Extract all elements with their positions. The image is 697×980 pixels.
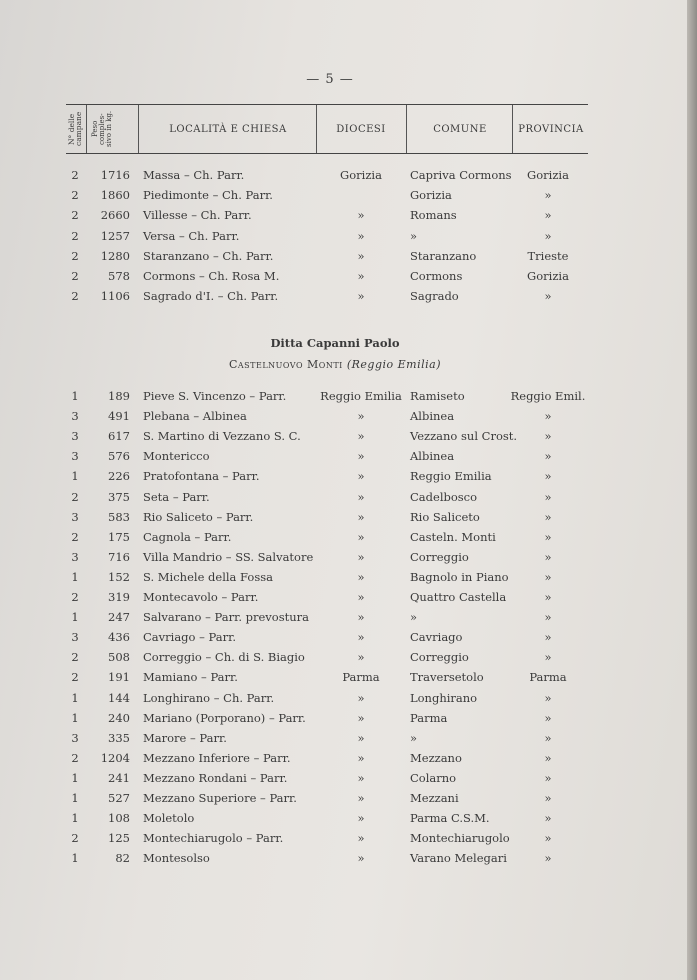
cell-localita: Piedimonte – Ch. Parr. <box>143 188 273 203</box>
cell-provincia: » <box>544 710 552 725</box>
cell-localita: Montericco <box>143 449 210 464</box>
table-row <box>0 185 697 205</box>
cell-provincia: » <box>544 791 552 805</box>
cell-comune: » <box>410 228 418 243</box>
table-row <box>0 667 697 687</box>
header-divider <box>86 105 87 153</box>
cell-comune: Correggio <box>410 549 469 564</box>
cell-provincia: » <box>544 831 552 846</box>
cell-diocesi: Parma <box>342 670 380 685</box>
cell-localita: Correggio – Ch. di S. Biagio <box>143 650 305 665</box>
table-row <box>0 848 697 868</box>
cell-diocesi: » <box>357 750 365 765</box>
cell-n-campane: 2 <box>71 831 79 846</box>
cell-comune: Colarno <box>410 770 457 785</box>
cell-comune: Casteln. Monti <box>410 529 496 544</box>
table-header <box>66 104 588 154</box>
cell-n-campane: 2 <box>71 650 79 665</box>
cell-peso: 175 <box>108 529 130 544</box>
table-row <box>0 165 697 185</box>
cell-comune: Sagrado <box>410 289 459 304</box>
header-comune: COMUNE <box>433 123 487 135</box>
cell-diocesi: » <box>357 791 365 805</box>
cell-peso: 1106 <box>100 289 130 304</box>
table-row <box>0 728 697 748</box>
cell-n-campane: 2 <box>71 670 79 685</box>
cell-n-campane: 1 <box>71 811 79 826</box>
cell-comune: Romans <box>410 208 457 223</box>
cell-provincia: » <box>544 650 552 665</box>
cell-diocesi: » <box>357 831 365 846</box>
cell-peso: 125 <box>108 831 130 846</box>
cell-n-campane: 1 <box>71 851 79 866</box>
cell-n-campane: 2 <box>71 248 79 263</box>
cell-n-campane: 1 <box>71 690 79 705</box>
cell-peso: 491 <box>108 409 130 424</box>
cell-peso: 319 <box>108 590 130 604</box>
cell-provincia: » <box>544 208 552 223</box>
cell-peso: 578 <box>108 269 130 283</box>
table-row <box>0 587 697 607</box>
cell-diocesi: » <box>357 409 365 424</box>
cell-provincia: » <box>544 690 552 705</box>
header-provincia: PROVINCIA <box>518 123 584 135</box>
cell-provincia: Gorizia <box>527 269 569 283</box>
cell-provincia: Reggio Emil. <box>510 389 586 403</box>
cell-comune: Parma <box>410 710 448 725</box>
cell-comune: Vezzano sul Crost. <box>410 429 518 444</box>
cell-provincia: » <box>544 569 552 584</box>
cell-provincia: » <box>544 590 552 604</box>
cell-comune: Albinea <box>410 449 455 464</box>
cell-provincia: » <box>544 429 552 444</box>
cell-peso: 436 <box>108 630 130 645</box>
cell-comune: Longhirano <box>410 690 478 705</box>
cell-provincia: » <box>544 228 552 243</box>
cell-comune: Cavriago <box>410 630 463 645</box>
cell-n-campane: 2 <box>71 750 79 765</box>
cell-comune: » <box>410 610 418 625</box>
cell-provincia: » <box>544 509 552 524</box>
cell-provincia: » <box>544 289 552 304</box>
cell-n-campane: 1 <box>71 569 79 584</box>
cell-diocesi: » <box>357 208 365 223</box>
section-province: (Reggio Emilia) <box>346 358 441 371</box>
cell-comune: Cadelbosco <box>410 489 478 504</box>
cell-n-campane: 1 <box>71 770 79 785</box>
cell-peso: 108 <box>108 811 130 826</box>
cell-provincia: » <box>544 469 552 484</box>
cell-localita: Mamiano – Parr. <box>143 670 238 685</box>
cell-diocesi: » <box>357 509 365 524</box>
table-row <box>0 466 697 486</box>
cell-n-campane: 2 <box>71 269 79 283</box>
cell-localita: Cagnola – Parr. <box>143 529 232 544</box>
cell-comune: Varano Melegari <box>410 851 507 866</box>
header-peso: Peso comples- sivo in kg. <box>91 110 113 148</box>
cell-n-campane: 1 <box>71 389 79 403</box>
cell-diocesi: » <box>357 590 365 604</box>
cell-diocesi: » <box>357 811 365 826</box>
table-row <box>0 688 697 708</box>
cell-localita: Marore – Parr. <box>143 730 227 745</box>
cell-peso: 716 <box>108 549 130 564</box>
cell-peso: 1204 <box>100 750 130 765</box>
cell-peso: 144 <box>108 690 130 705</box>
cell-diocesi: » <box>357 610 365 625</box>
cell-comune: Cormons <box>410 269 463 283</box>
cell-comune: » <box>410 730 418 745</box>
cell-comune: Bagnolo in Piano <box>410 569 509 584</box>
cell-n-campane: 3 <box>71 449 79 464</box>
cell-provincia: » <box>544 851 552 866</box>
cell-diocesi: » <box>357 650 365 665</box>
cell-localita: Pratofontana – Parr. <box>143 469 260 484</box>
cell-provincia: » <box>544 770 552 785</box>
cell-n-campane: 2 <box>71 188 79 203</box>
cell-localita: Mariano (Porporano) – Parr. <box>143 710 306 725</box>
table-row <box>0 748 697 768</box>
cell-n-campane: 1 <box>71 791 79 805</box>
cell-diocesi: » <box>357 289 365 304</box>
cell-diocesi: » <box>357 851 365 866</box>
cell-n-campane: 3 <box>71 509 79 524</box>
cell-provincia: Trieste <box>527 248 569 263</box>
cell-comune: Staranzano <box>410 248 477 263</box>
cell-peso: 583 <box>108 509 130 524</box>
cell-localita: Mezzano Rondani – Parr. <box>143 770 288 785</box>
cell-comune: Correggio <box>410 650 469 665</box>
cell-n-campane: 3 <box>71 429 79 444</box>
table-row <box>0 567 697 587</box>
cell-diocesi: » <box>357 228 365 243</box>
cell-diocesi: » <box>357 770 365 785</box>
cell-provincia: Parma <box>529 670 567 685</box>
table-row <box>0 768 697 788</box>
cell-localita: S. Michele della Fossa <box>143 569 273 584</box>
cell-provincia: » <box>544 549 552 564</box>
cell-localita: Longhirano – Ch. Parr. <box>143 690 275 705</box>
table-row <box>0 487 697 507</box>
section-subtitle <box>160 358 510 371</box>
table-row <box>0 446 697 466</box>
cell-peso: 1257 <box>100 228 130 243</box>
table-row <box>0 708 697 728</box>
cell-n-campane: 1 <box>71 710 79 725</box>
cell-provincia: » <box>544 409 552 424</box>
cell-comune: Rio Saliceto <box>410 509 480 524</box>
cell-diocesi: Reggio Emilia <box>320 389 402 403</box>
cell-peso: 335 <box>108 730 130 745</box>
cell-peso: 82 <box>115 851 130 866</box>
cell-n-campane: 2 <box>71 168 79 182</box>
cell-diocesi: » <box>357 690 365 705</box>
cell-n-campane: 2 <box>71 228 79 243</box>
cell-localita: Pieve S. Vincenzo – Parr. <box>143 389 287 403</box>
cell-peso: 576 <box>108 449 130 464</box>
cell-comune: Montechiarugolo <box>410 831 510 846</box>
table-row <box>0 627 697 647</box>
header-localita: LOCALITÀ E CHIESA <box>169 123 287 135</box>
cell-peso: 527 <box>108 791 130 805</box>
cell-localita: Seta – Parr. <box>143 489 210 504</box>
cell-peso: 375 <box>108 489 130 504</box>
cell-provincia: » <box>544 610 552 625</box>
cell-provincia: » <box>544 489 552 504</box>
cell-provincia: » <box>544 750 552 765</box>
cell-localita: Mezzano Inferiore – Parr. <box>143 750 291 765</box>
table-row <box>0 647 697 667</box>
cell-localita: Plebana – Albinea <box>143 409 247 424</box>
table-row <box>0 226 697 246</box>
cell-diocesi: » <box>357 248 365 263</box>
cell-localita: Versa – Ch. Parr. <box>143 228 240 243</box>
cell-peso: 241 <box>108 770 130 785</box>
table-row <box>0 286 697 306</box>
cell-n-campane: 2 <box>71 489 79 504</box>
header-divider <box>512 105 513 153</box>
cell-localita: Rio Saliceto – Parr. <box>143 509 254 524</box>
cell-provincia: » <box>544 630 552 645</box>
cell-n-campane: 3 <box>71 630 79 645</box>
header-divider <box>138 105 139 153</box>
header-diocesi: DIOCESI <box>336 123 386 135</box>
cell-provincia: » <box>544 811 552 826</box>
table-row <box>0 205 697 225</box>
cell-localita: Villesse – Ch. Parr. <box>143 208 252 223</box>
cell-localita: Villa Mandrio – SS. Salvatore <box>143 549 314 564</box>
cell-comune: Albinea <box>410 409 455 424</box>
cell-diocesi: » <box>357 630 365 645</box>
table-row <box>0 246 697 266</box>
cell-peso: 617 <box>108 429 130 444</box>
table-row <box>0 406 697 426</box>
table-row <box>0 808 697 828</box>
cell-peso: 508 <box>108 650 130 665</box>
header-n-campane: N° delle campane <box>67 111 83 147</box>
cell-n-campane: 2 <box>71 529 79 544</box>
cell-comune: Ramiseto <box>410 389 465 403</box>
cell-diocesi: » <box>357 730 365 745</box>
cell-n-campane: 2 <box>71 208 79 223</box>
cell-provincia: » <box>544 529 552 544</box>
cell-n-campane: 3 <box>71 409 79 424</box>
cell-comune: Mezzano <box>410 750 462 765</box>
cell-provincia: » <box>544 730 552 745</box>
cell-comune: Capriva Cormons <box>410 168 512 182</box>
cell-peso: 2660 <box>100 208 130 223</box>
cell-provincia: » <box>544 188 552 203</box>
cell-diocesi: Gorizia <box>340 168 382 182</box>
cell-n-campane: 1 <box>71 610 79 625</box>
cell-localita: Montesolso <box>143 851 210 866</box>
cell-diocesi: » <box>357 529 365 544</box>
section-place: Castelnuovo Monti <box>228 358 343 371</box>
cell-localita: Staranzano – Ch. Parr. <box>143 248 274 263</box>
cell-localita: Mezzano Superiore – Parr. <box>143 791 297 805</box>
cell-n-campane: 3 <box>71 730 79 745</box>
cell-peso: 189 <box>108 389 130 403</box>
cell-provincia: » <box>544 449 552 464</box>
cell-diocesi: » <box>357 710 365 725</box>
cell-comune: Reggio Emilia <box>410 469 492 484</box>
table-row <box>0 266 697 286</box>
cell-peso: 1716 <box>100 168 130 182</box>
cell-peso: 191 <box>108 670 130 685</box>
header-divider <box>316 105 317 153</box>
cell-peso: 1280 <box>100 248 130 263</box>
page-number: — 5 — <box>306 72 354 87</box>
table-row <box>0 828 697 848</box>
table-row <box>0 607 697 627</box>
cell-diocesi: » <box>357 549 365 564</box>
cell-localita: Montechiarugolo – Parr. <box>143 831 284 846</box>
cell-localita: Sagrado d'I. – Ch. Parr. <box>143 289 279 304</box>
table-row <box>0 788 697 808</box>
cell-n-campane: 2 <box>71 590 79 604</box>
cell-localita: Montecavolo – Parr. <box>143 590 259 604</box>
table-row <box>0 547 697 567</box>
cell-comune: Parma C.S.M. <box>410 811 490 826</box>
cell-localita: Cormons – Ch. Rosa M. <box>143 269 280 283</box>
cell-comune: Gorizia <box>410 188 452 203</box>
cell-diocesi: » <box>357 429 365 444</box>
cell-localita: Moletolo <box>143 811 195 826</box>
cell-comune: Traversetolo <box>410 670 484 685</box>
cell-diocesi: » <box>357 489 365 504</box>
cell-n-campane: 1 <box>71 469 79 484</box>
cell-n-campane: 2 <box>71 289 79 304</box>
cell-diocesi: » <box>357 449 365 464</box>
cell-peso: 226 <box>108 469 130 484</box>
table-row <box>0 507 697 527</box>
cell-n-campane: 3 <box>71 549 79 564</box>
cell-diocesi: » <box>357 269 365 283</box>
cell-localita: Cavriago – Parr. <box>143 630 236 645</box>
cell-comune: Quattro Castella <box>410 590 507 604</box>
cell-localita: Salvarano – Parr. prevostura <box>143 610 309 625</box>
cell-localita: S. Martino di Vezzano S. C. <box>143 429 301 444</box>
table-row <box>0 386 697 406</box>
cell-peso: 152 <box>108 569 130 584</box>
section-title: Ditta Capanni Paolo <box>270 336 400 350</box>
cell-diocesi: » <box>357 569 365 584</box>
cell-peso: 240 <box>108 710 130 725</box>
cell-diocesi: » <box>357 469 365 484</box>
cell-localita: Massa – Ch. Parr. <box>143 168 245 182</box>
table-row <box>0 527 697 547</box>
cell-provincia: Gorizia <box>527 168 569 182</box>
cell-peso: 247 <box>108 610 130 625</box>
table-row <box>0 426 697 446</box>
header-divider <box>406 105 407 153</box>
cell-peso: 1860 <box>100 188 130 203</box>
cell-comune: Mezzani <box>410 791 459 805</box>
